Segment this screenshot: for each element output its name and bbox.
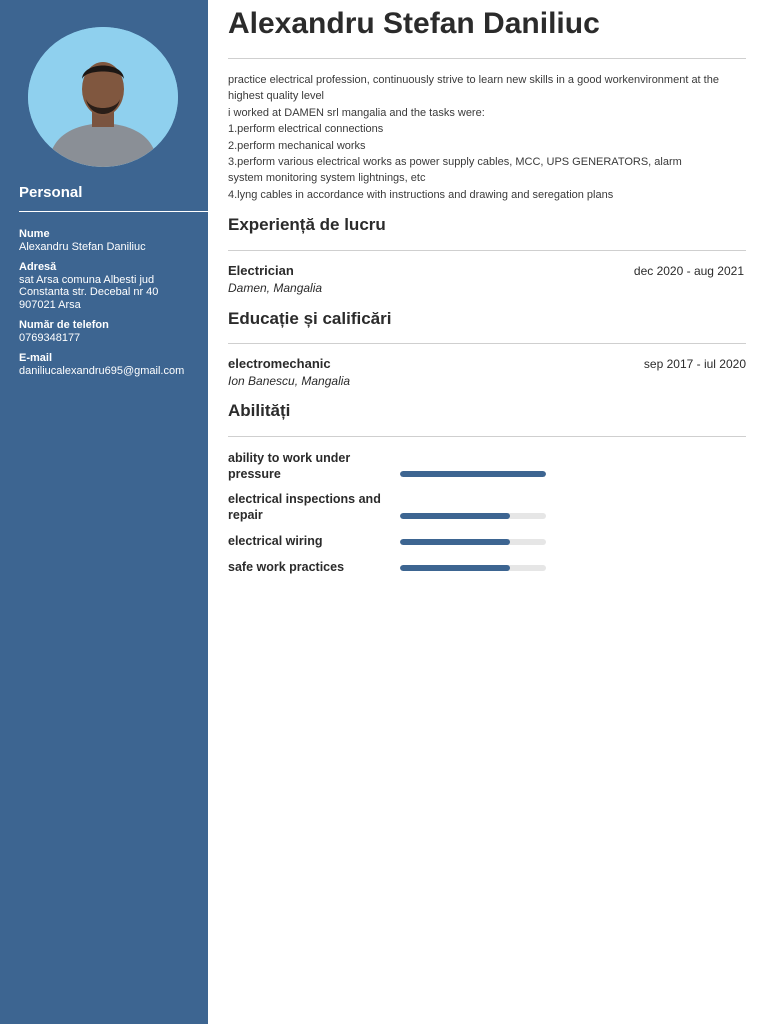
skill-name [228,451,393,482]
education-divider [228,343,746,344]
phone-label: Număr de telefon [19,319,109,331]
skill-name-line: electrical wiring [228,534,323,548]
address-line: 907021 Arsa [19,298,81,311]
summary-line: 4.lyng cables in accordance with instructions and drawing and seregation plans [228,188,614,201]
skill-level-fill [400,513,510,519]
skill-level-fill [400,565,510,571]
skill-level-bar [400,513,546,519]
skills-title: Abilități [228,401,291,420]
skill-name [228,560,393,576]
job-employer: Damen, Mangalia [228,281,323,295]
skill-name-line: repair [228,507,263,522]
address-label: Adresă [19,261,57,273]
skill-level-fill [400,471,546,477]
name-label: Nume [19,228,50,240]
skill-name-line: pressure [228,466,281,481]
candidate-name: Alexandru Stefan Daniliuc [228,7,600,40]
personal-name [19,228,204,253]
summary-line: practice electrical profession, continuously strive to learn new skills in a good workenvironment at the [228,74,719,86]
personal-address [19,261,204,311]
degree-title: electromechanic [228,356,331,371]
skill-name-line: ability to work under [228,451,351,465]
sidebar-title: Personal [19,184,83,201]
summary-line: system monitoring system lightnings, etc [228,172,426,185]
experience-divider [228,250,746,251]
experience-title: Experiență de lucru [228,215,386,234]
profile-photo [28,27,178,167]
skill-name-line: electrical inspections and [228,492,381,506]
name-value: Alexandru Stefan Daniliuc [19,240,146,253]
personal-email [19,352,204,377]
job-dates: dec 2020 - aug 2021 [633,264,744,278]
skills-divider [228,436,746,437]
summary-line: 1.perform electrical connections [228,123,384,136]
sidebar-divider [19,211,208,212]
skill-name-line: safe work practices [228,560,345,574]
email-value: daniliucalexandru695@gmail.com [19,364,185,377]
address-line: sat Arsa comuna Albesti jud [19,273,155,286]
summary-line: 3.perform various electrical works as power supply cables, MCC, UPS GENERATORS, alarm [228,156,682,169]
header-divider [228,58,746,59]
skill-level-bar [400,539,546,545]
person-portrait-icon [28,27,178,167]
summary-line: highest quality level [228,90,325,103]
summary-line: i worked at DAMEN srl mangalia and the tasks were: [228,106,485,119]
sidebar [0,0,208,1024]
email-label: E-mail [19,352,53,364]
education-title: Educație și calificări [228,309,392,328]
personal-phone [19,319,204,344]
phone-value: 0769348177 [19,331,81,344]
summary-line: 2.perform mechanical works [228,139,366,152]
skill-level-bar [400,471,546,477]
skill-level-bar [400,565,546,571]
job-title: Electrician [228,263,294,278]
profile-summary [228,72,748,203]
education-school: Ion Banescu, Mangalia [228,374,351,388]
skill-name [228,534,393,550]
skill-name [228,492,393,523]
address-line: Constanta str. Decebal nr 40 [19,286,159,298]
skill-level-fill [400,539,510,545]
education-dates: sep 2017 - iul 2020 [643,357,746,371]
